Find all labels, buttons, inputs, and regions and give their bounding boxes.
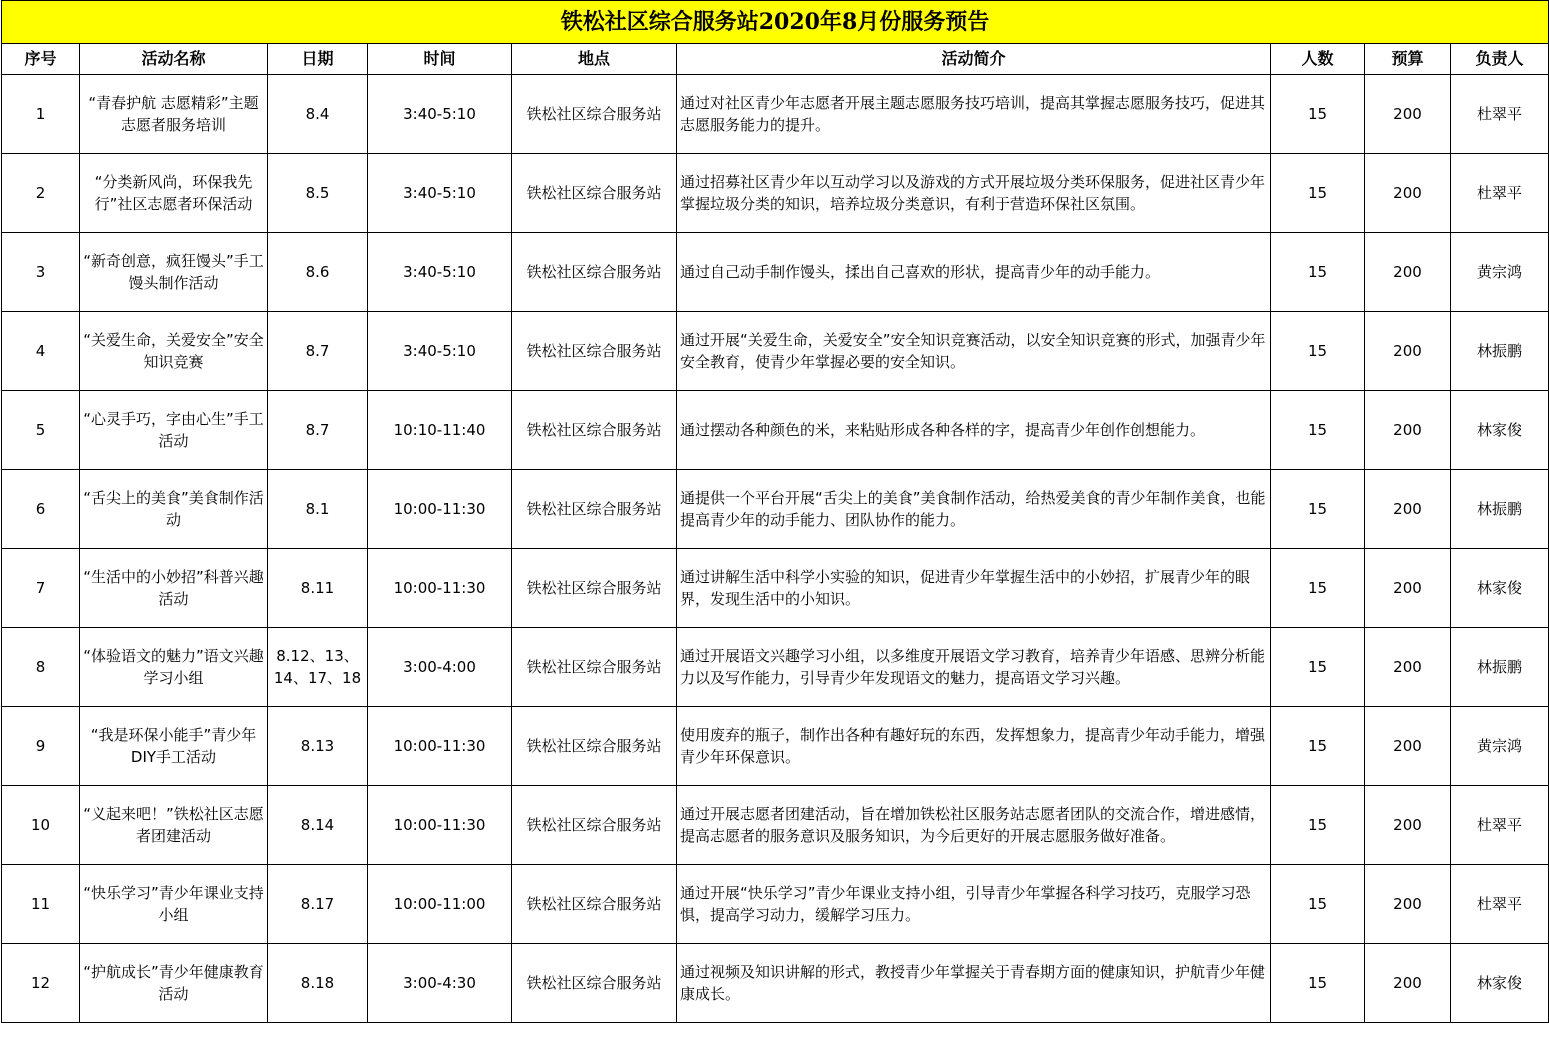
cell-budget: 200 (1365, 865, 1451, 944)
cell-leader: 林家俊 (1451, 391, 1549, 470)
cell-description: 通过开展志愿者团建活动，旨在增加铁松社区服务站志愿者团队的交流合作，增进感情，提高志愿者的服务意识及服务知识，为今后更好的开展志愿服务做好准备。 (677, 786, 1271, 865)
table-row (2, 628, 1549, 707)
cell-place: 铁松社区综合服务站 (512, 470, 677, 549)
cell-time: 10:00-11:00 (368, 865, 512, 944)
cell-description: 通过视频及知识讲解的形式，教授青少年掌握关于青春期方面的健康知识，护航青少年健康成长。 (677, 944, 1271, 1023)
cell-description: 通过开展“快乐学习”青少年课业支持小组，引导青少年掌握各科学习技巧，克服学习恐惧，提高学习动力，缓解学习压力。 (677, 865, 1271, 944)
cell-leader: 杜翠平 (1451, 154, 1549, 233)
cell-description: 通过摆动各种颜色的米，来粘贴形成各种各样的字，提高青少年创作创想能力。 (677, 391, 1271, 470)
table-row (2, 865, 1549, 944)
cell-no: 2 (2, 154, 80, 233)
page-title: 铁松社区综合服务站2020年8月份服务预告 (2, 1, 1549, 44)
cell-place: 铁松社区综合服务站 (512, 865, 677, 944)
table-row (2, 154, 1549, 233)
header-no: 序号 (2, 44, 80, 75)
header-count: 人数 (1271, 44, 1365, 75)
cell-count: 15 (1271, 391, 1365, 470)
service-schedule-table (1, 0, 1549, 1023)
cell-description: 通提供一个平台开展“舌尖上的美食”美食制作活动，给热爱美食的青少年制作美食，也能提高青少年的动手能力、团队协作的能力。 (677, 470, 1271, 549)
cell-activity-name: “分类新风尚，环保我先行”社区志愿者环保活动 (80, 154, 268, 233)
cell-count: 15 (1271, 707, 1365, 786)
cell-budget: 200 (1365, 944, 1451, 1023)
cell-no: 3 (2, 233, 80, 312)
cell-budget: 200 (1365, 549, 1451, 628)
cell-count: 15 (1271, 786, 1365, 865)
cell-place: 铁松社区综合服务站 (512, 75, 677, 154)
cell-leader: 林家俊 (1451, 549, 1549, 628)
cell-date: 8.18 (268, 944, 368, 1023)
cell-leader: 林振鹏 (1451, 470, 1549, 549)
cell-time: 10:00-11:30 (368, 470, 512, 549)
table-row (2, 391, 1549, 470)
cell-budget: 200 (1365, 391, 1451, 470)
cell-leader: 林振鹏 (1451, 628, 1549, 707)
cell-count: 15 (1271, 75, 1365, 154)
cell-no: 5 (2, 391, 80, 470)
cell-place: 铁松社区综合服务站 (512, 628, 677, 707)
cell-time: 3:00-4:00 (368, 628, 512, 707)
cell-description: 通过开展语文兴趣学习小组，以多维度开展语文学习教育，培养青少年语感、思辨分析能力以及写作能力，引导青少年发现语文的魅力，提高语文学习兴趣。 (677, 628, 1271, 707)
cell-budget: 200 (1365, 707, 1451, 786)
cell-count: 15 (1271, 865, 1365, 944)
cell-count: 15 (1271, 944, 1365, 1023)
cell-time: 3:40-5:10 (368, 233, 512, 312)
cell-activity-name: “生活中的小妙招”科普兴趣活动 (80, 549, 268, 628)
cell-activity-name: “我是环保小能手”青少年DIY手工活动 (80, 707, 268, 786)
table-row (2, 312, 1549, 391)
cell-place: 铁松社区综合服务站 (512, 391, 677, 470)
cell-date: 8.11 (268, 549, 368, 628)
table-row (2, 786, 1549, 865)
cell-activity-name: “护航成长”青少年健康教育活动 (80, 944, 268, 1023)
cell-description: 通过对社区青少年志愿者开展主题志愿服务技巧培训，提高其掌握志愿服务技巧，促进其志愿服务能力的提升。 (677, 75, 1271, 154)
cell-budget: 200 (1365, 628, 1451, 707)
header-place: 地点 (512, 44, 677, 75)
cell-date: 8.5 (268, 154, 368, 233)
header-activity-name: 活动名称 (80, 44, 268, 75)
cell-no: 4 (2, 312, 80, 391)
cell-place: 铁松社区综合服务站 (512, 944, 677, 1023)
cell-activity-name: “舌尖上的美食”美食制作活动 (80, 470, 268, 549)
cell-budget: 200 (1365, 470, 1451, 549)
header-date: 日期 (268, 44, 368, 75)
cell-count: 15 (1271, 154, 1365, 233)
cell-place: 铁松社区综合服务站 (512, 786, 677, 865)
cell-time: 3:40-5:10 (368, 312, 512, 391)
cell-count: 15 (1271, 312, 1365, 391)
cell-date: 8.6 (268, 233, 368, 312)
header-leader: 负责人 (1451, 44, 1549, 75)
cell-no: 1 (2, 75, 80, 154)
cell-date: 8.7 (268, 312, 368, 391)
cell-place: 铁松社区综合服务站 (512, 233, 677, 312)
cell-count: 15 (1271, 549, 1365, 628)
cell-no: 7 (2, 549, 80, 628)
cell-activity-name: “快乐学习”青少年课业支持小组 (80, 865, 268, 944)
cell-description: 使用废弃的瓶子，制作出各种有趣好玩的东西，发挥想象力，提高青少年动手能力，增强青少年环保意识。 (677, 707, 1271, 786)
cell-date: 8.13 (268, 707, 368, 786)
cell-time: 10:00-11:30 (368, 707, 512, 786)
cell-date: 8.4 (268, 75, 368, 154)
cell-activity-name: “新奇创意，疯狂馒头”手工馒头制作活动 (80, 233, 268, 312)
cell-count: 15 (1271, 233, 1365, 312)
table-row (2, 75, 1549, 154)
cell-date: 8.14 (268, 786, 368, 865)
cell-leader: 黄宗鸿 (1451, 233, 1549, 312)
table-row (2, 549, 1549, 628)
cell-leader: 杜翠平 (1451, 75, 1549, 154)
cell-budget: 200 (1365, 233, 1451, 312)
cell-place: 铁松社区综合服务站 (512, 707, 677, 786)
cell-time: 10:00-11:30 (368, 549, 512, 628)
cell-time: 10:10-11:40 (368, 391, 512, 470)
cell-budget: 200 (1365, 75, 1451, 154)
cell-no: 6 (2, 470, 80, 549)
cell-leader: 杜翠平 (1451, 865, 1549, 944)
cell-description: 通过开展“关爱生命，关爱安全”安全知识竞赛活动，以安全知识竞赛的形式，加强青少年安全教育，使青少年掌握必要的安全知识。 (677, 312, 1271, 391)
cell-activity-name: “青春护航 志愿精彩”主题志愿者服务培训 (80, 75, 268, 154)
cell-budget: 200 (1365, 312, 1451, 391)
cell-count: 15 (1271, 470, 1365, 549)
cell-no: 9 (2, 707, 80, 786)
cell-description: 通过讲解生活中科学小实验的知识，促进青少年掌握生活中的小妙招，扩展青少年的眼界，发现生活中的小知识。 (677, 549, 1271, 628)
cell-place: 铁松社区综合服务站 (512, 549, 677, 628)
cell-time: 3:40-5:10 (368, 75, 512, 154)
cell-leader: 林振鹏 (1451, 312, 1549, 391)
cell-activity-name: “体验语文的魅力”语文兴趣学习小组 (80, 628, 268, 707)
cell-activity-name: “心灵手巧，字由心生”手工活动 (80, 391, 268, 470)
cell-no: 12 (2, 944, 80, 1023)
cell-no: 8 (2, 628, 80, 707)
cell-place: 铁松社区综合服务站 (512, 312, 677, 391)
cell-no: 10 (2, 786, 80, 865)
cell-date: 8.12、13、14、17、18 (268, 628, 368, 707)
cell-time: 10:00-11:30 (368, 786, 512, 865)
cell-time: 3:40-5:10 (368, 154, 512, 233)
table-row (2, 707, 1549, 786)
cell-leader: 黄宗鸿 (1451, 707, 1549, 786)
table-row (2, 233, 1549, 312)
cell-no: 11 (2, 865, 80, 944)
cell-description: 通过自己动手制作馒头，揉出自己喜欢的形状，提高青少年的动手能力。 (677, 233, 1271, 312)
cell-budget: 200 (1365, 154, 1451, 233)
table-row (2, 470, 1549, 549)
table-row (2, 944, 1549, 1023)
cell-date: 8.17 (268, 865, 368, 944)
cell-count: 15 (1271, 628, 1365, 707)
cell-date: 8.7 (268, 391, 368, 470)
header-row (2, 44, 1549, 75)
cell-leader: 杜翠平 (1451, 786, 1549, 865)
cell-place: 铁松社区综合服务站 (512, 154, 677, 233)
cell-description: 通过招募社区青少年以互动学习以及游戏的方式开展垃圾分类环保服务，促进社区青少年掌握垃圾分类的知识，培养垃圾分类意识，有利于营造环保社区氛围。 (677, 154, 1271, 233)
cell-time: 3:00-4:30 (368, 944, 512, 1023)
header-description: 活动简介 (677, 44, 1271, 75)
cell-activity-name: “关爱生命，关爱安全”安全知识竞赛 (80, 312, 268, 391)
header-budget: 预算 (1365, 44, 1451, 75)
title-row (2, 1, 1549, 44)
cell-leader: 林家俊 (1451, 944, 1549, 1023)
cell-budget: 200 (1365, 786, 1451, 865)
cell-date: 8.1 (268, 470, 368, 549)
header-time: 时间 (368, 44, 512, 75)
cell-activity-name: “义起来吧！”铁松社区志愿者团建活动 (80, 786, 268, 865)
